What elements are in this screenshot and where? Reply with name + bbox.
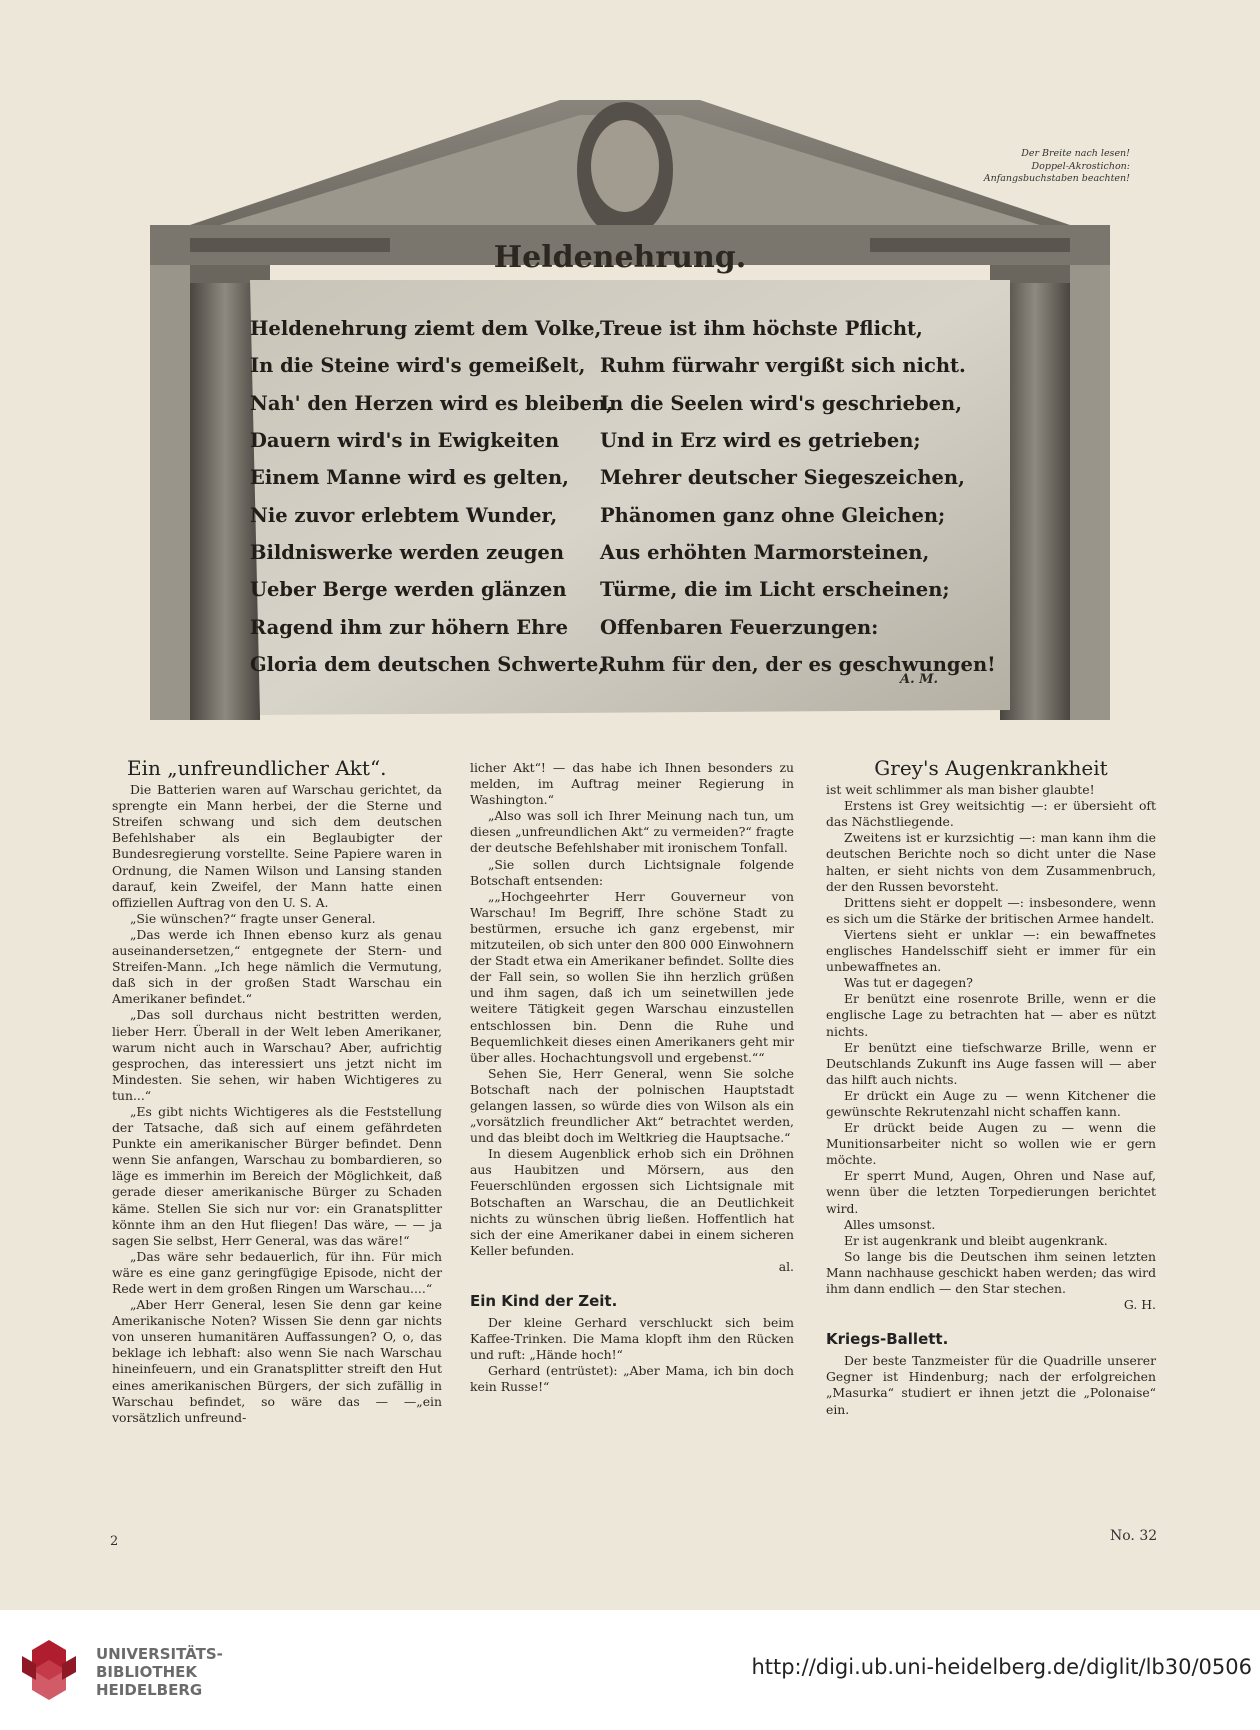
paragraph: Was tut er dagegen? xyxy=(844,975,973,991)
paragraph: Er ist augenkrank und bleibt augenkrank. xyxy=(844,1232,1108,1248)
library-name xyxy=(96,1645,223,1699)
paragraph: „Aber Herr General, lesen Sie denn gar keine Amerikanische Noten? Wissen Sie denn gar nichts von unseren humanitären Auffassungen? O, o, das beklage ich lebhaft: also wenn Sie nach Warschau hineinfeuern, und ein Granatsplitter streift den Hut eines amerikanischen Bürgers, der sich zufällig in Warschau befindet, so wäre das — —„ein vorsätzlich unfreund- xyxy=(112,1297,442,1425)
column-right xyxy=(826,756,1156,1418)
paragraph: „Das soll durchaus nicht bestritten werden, lieber Herr. Überall in der Welt leben Amerikaner, warum nicht auch in Warschau? Aber, aufrichtig gesprochen, das interessiert uns jetzt nicht im Mindesten. Sie sehen, wir haben Wichtigeres zu tun...“ xyxy=(112,1007,442,1103)
note-line: Doppel-Akrostichon: xyxy=(1031,160,1130,172)
column-middle xyxy=(470,760,794,1396)
poem-right-verse: Aus erhöhten Marmorsteinen, xyxy=(600,540,930,564)
paragraph: Er benützt eine rosenrote Brille, wenn er die englische Lage zu betrachten hat — aber es nützt nichts. xyxy=(826,991,1156,1039)
paragraph: „„Hochgeehrter Herr Gouverneur von Warschau! Im Begriff, Ihre schöne Stadt zu bestürmen, ersuche ich ganz ergebenst, mir mitzuteilen, ob sich unter den 800 000 Einwohnern der Stadt etwa ein Amerikaner befindet. Sollte dies der Fall sein, so wollen Sie ihn herzlich grüßen und ihm sagen, daß ich um seinetwillen jede weitere Tätigkeit gegen Warschau einzustellen entschlossen bin. Denn die Ruhe und Bequemlichkeit dieses einen Amerikaners geht mir über alles. Hochachtungsvoll und ergebenst.““ xyxy=(470,888,794,1065)
page-number: 2 xyxy=(110,1534,119,1549)
paragraph: Viertens sieht er unklar —: ein bewaffnetes englisches Handelsschiff sieht er immer für ein unbewaffnetes an. xyxy=(826,926,1156,975)
poem-right-verse: Und in Erz wird es getrieben; xyxy=(600,429,921,453)
library-name-line: BIBLIOTHEK xyxy=(96,1663,197,1681)
source-url-link[interactable]: http://digi.ub.uni-heidelberg.de/diglit/lb30/0506 xyxy=(751,1655,1252,1679)
poem-line xyxy=(250,534,1010,571)
paragraph: Der kleine Gerhard verschluckt sich beim Kaffee-Trinken. Die Mama klopft ihm den Rücken und ruft: „Hände hoch!“ xyxy=(470,1315,794,1363)
poem-line xyxy=(250,571,1010,608)
poem-right-verse: Ruhm für den, der es geschwungen! xyxy=(600,652,996,676)
paragraph: Der beste Tanzmeister für die Quadrille unserer Gegner ist Hindenburg; nach der erfolgreichen „Masurka“ studiert er ihnen jetzt die „Polonaise“ ein. xyxy=(826,1353,1156,1417)
poem-line xyxy=(250,385,1010,422)
poem-left-verse: Heldenehrung ziemt dem Volke, xyxy=(250,317,602,341)
paragraph: Gerhard (entrüstet): „Aber Mama, ich bin doch kein Russe!“ xyxy=(470,1363,794,1395)
poem-line xyxy=(250,646,1010,683)
library-name-line: UNIVERSITÄTS- xyxy=(96,1645,223,1663)
paragraph: Zweitens ist er kurzsichtig —: man kann ihm die deutschen Berichte noch so dicht unter die Nase halten, er sieht nichts von dem Zusammenbruch, der den Russen bevorsteht. xyxy=(826,830,1156,894)
poem-right-verse: Türme, die im Licht erscheinen; xyxy=(600,578,950,602)
article-title: Kriegs-Ballett. xyxy=(826,1330,949,1349)
paragraph: „Sie sollen durch Lichtsignale folgende Botschaft entsenden: xyxy=(470,856,794,888)
library-seal-icon xyxy=(14,1636,84,1706)
paragraph: „Das wäre sehr bedauerlich, für ihn. Für mich wäre es eine ganz geringfügige Episode, nicht der Rede wert in dem großen Ringen um Warschau....“ xyxy=(112,1248,442,1296)
poem-line xyxy=(250,496,1010,533)
poem-left-verse: Einem Manne wird es gelten, xyxy=(250,466,569,490)
poem-left-verse: Nie zuvor erlebtem Wunder, xyxy=(250,503,558,527)
paragraph: Er sperrt Mund, Augen, Ohren und Nase auf, wenn über die letzten Torpedierungen berichtet wird. xyxy=(826,1168,1156,1216)
poem-left-verse: Dauern wird's in Ewigkeiten xyxy=(250,429,560,453)
poem-right-verse: Treue ist ihm höchste Pflicht, xyxy=(600,317,923,341)
poem-body xyxy=(250,310,1010,683)
note-line: Der Breite nach lesen! xyxy=(1021,148,1130,159)
poem-right-verse: Ruhm fürwahr vergißt sich nicht. xyxy=(600,354,966,378)
signature: al. xyxy=(778,1258,794,1274)
library-name-line: HEIDELBERG xyxy=(96,1681,203,1699)
paragraph: „Also was soll ich Ihrer Meinung nach tun, um diesen „unfreundlichen Akt“ zu vermeiden?“ fragte der deutsche Befehlshaber mit ironischem Tonfall. xyxy=(470,808,794,856)
poem-line xyxy=(250,310,1010,347)
paragraph: licher Akt“! — das habe ich Ihnen besonders zu melden, im Auftrag meiner Regierung in Washington.“ xyxy=(470,760,794,808)
paragraph: Er benützt eine tiefschwarze Brille, wenn er Deutschlands Zukunft ins Auge fassen will — aber das hilft auch nichts. xyxy=(826,1039,1156,1087)
paragraph: Erstens ist Grey weitsichtig —: er übersieht oft das Nächstliegende. xyxy=(826,798,1156,830)
column-left xyxy=(112,756,442,1426)
note-line: Anfangsbuchstaben beachten! xyxy=(983,173,1130,184)
poem-right-verse: Mehrer deutscher Siegeszeichen, xyxy=(600,466,965,490)
paragraph: Drittens sieht er doppelt —: insbesondere, wenn es sich um die Stärke der britischen Armee handelt. xyxy=(826,894,1156,926)
poem-left-verse: Bildniswerke werden zeugen xyxy=(250,540,565,564)
paragraph: In diesem Augenblick erhob sich ein Dröhnen aus Haubitzen und Mörsern, aus den Feuerschlünden ergossen sich Lichtsignale mit Botschaften an Warschau, die an Deutlichkeit nichts zu wünschen übrig ließen. Hoffentlich hat sich der eine Amerikaner dabei in einem sicheren Keller befunden. xyxy=(470,1146,794,1258)
issue-number: No. 32 xyxy=(1110,1528,1158,1544)
poem-line xyxy=(250,422,1010,459)
paragraph: Er drückt ein Auge zu — wenn Kitchener die gewünschte Rekrutenzahl nicht schaffen kann. xyxy=(826,1087,1156,1119)
poem-initials: A. M. xyxy=(900,672,939,687)
poem-left-verse: Gloria dem deutschen Schwerte, xyxy=(250,652,606,676)
article-title: Ein Kind der Zeit. xyxy=(470,1292,618,1310)
paragraph: „Sie wünschen?“ fragte unser General. xyxy=(130,910,376,926)
poem-left-verse: In die Steine wird's gemeißelt, xyxy=(250,354,586,378)
acrostic-note xyxy=(930,148,1130,186)
signature: G. H. xyxy=(1123,1297,1156,1313)
paragraph: Sehen Sie, Herr General, wenn Sie solche Botschaft nach der polnischen Hauptstadt gelangen lassen, so würde dies von Wilson als ein „vorsätzlich freundlicher Akt“ betrachtet werden, und das bleibt doch im Weltkrieg die Hauptsache.“ xyxy=(470,1065,794,1146)
poem-right-verse: In die Seelen wird's geschrieben, xyxy=(600,391,963,415)
poem-line xyxy=(250,347,1010,384)
paragraph: ist weit schlimmer als man bisher glaubte! xyxy=(826,782,1095,798)
poem-line xyxy=(250,459,1010,496)
paragraph: „Es gibt nichts Wichtigeres als die Feststellung der Tatsache, daß sich auf einem gefährdeten Punkte ein amerikanischer Bürger befindet. Denn wenn Sie anfangen, Warschau zu bombardieren, so läge es immerhin im Bereich der Möglichkeit, daß gerade dieser amerikanische Bürger zu Schaden käme. Stellen Sie sich nur vor: ein Granatsplitter könnte ihm an den Hut fliegen! Das wäre, — — ja sagen Sie selbst, Herr General, was das wäre!“ xyxy=(112,1103,442,1248)
article-title: Ein „unfreundlicher Akt“. xyxy=(127,756,387,780)
poem-right-verse: Phänomen ganz ohne Gleichen; xyxy=(600,503,946,527)
poem-right-verse: Offenbaren Feuerzungen: xyxy=(600,615,879,639)
paragraph: Er drückt beide Augen zu — wenn die Munitionsarbeiter nicht so wollen wie er gern möchte. xyxy=(826,1120,1156,1168)
paragraph: So lange bis die Deutschen ihm seinen letzten Mann nachhause geschickt haben werden; das wird ihm dann endlich — den Star stechen. xyxy=(826,1248,1156,1296)
poem-line xyxy=(250,608,1010,645)
portrait-face xyxy=(591,120,659,212)
paragraph: Alles umsonst. xyxy=(844,1216,936,1232)
paragraph: „Das werde ich Ihnen ebenso kurz als genau auseinandersetzen,“ entgegnete der Stern- und Streifen-Mann. „Ich hege nämlich die Vermutung, daß sich in der großen Stadt Warschau ein Amerikaner befindet.“ xyxy=(112,926,442,1007)
poem-left-verse: Nah' den Herzen wird es bleiben, xyxy=(250,391,613,415)
poem-title: Heldenehrung. xyxy=(493,240,747,275)
paragraph: Die Batterien waren auf Warschau gerichtet, da sprengte ein Mann herbei, der die Sterne und Streifen schwang und sich dem deutschen Befehlshaber als ein Beglaubigter der Bundesregierung vorstellte. Seine Papiere waren in Ordnung, die Namen Wilson und Lansing standen darauf, kein Zweifel, der Mann hatte einen offiziellen Auftrag von den U. S. A. xyxy=(112,782,442,910)
article-title: Grey's Augenkrankheit xyxy=(874,756,1108,780)
poem-left-verse: Ueber Berge werden glänzen xyxy=(250,578,567,602)
poem-left-verse: Ragend ihm zur höhern Ehre xyxy=(250,615,568,639)
